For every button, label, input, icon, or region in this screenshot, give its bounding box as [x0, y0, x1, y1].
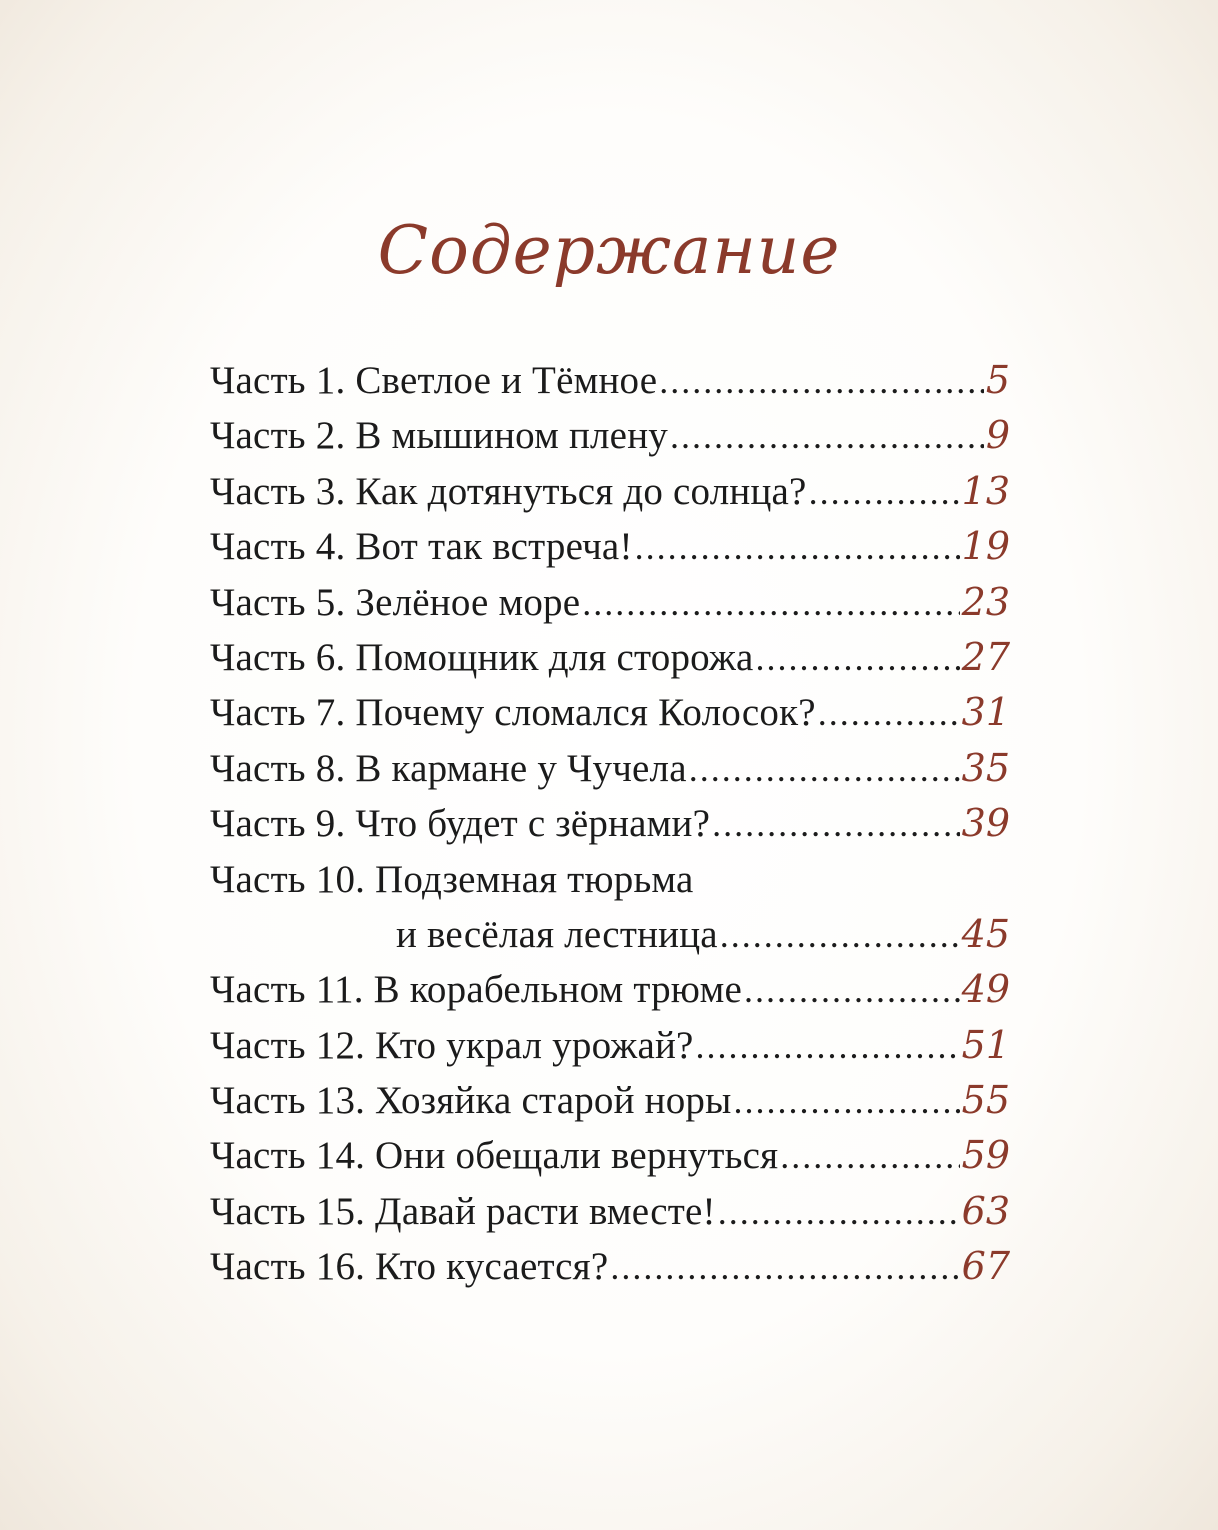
toc-entry-page: 49 [961, 967, 1010, 1012]
toc-entry-8[interactable] [210, 746, 1010, 801]
toc-entry-page: 55 [961, 1078, 1010, 1123]
toc-entry-page: 31 [961, 690, 1010, 735]
toc-entry-label: Часть 7. Почему сломался Колосок? [210, 691, 816, 735]
toc-entry-page: 51 [961, 1022, 1010, 1067]
toc-entry-9[interactable] [210, 801, 1010, 856]
toc-entry-label: Часть 6. Помощник для сторожа [210, 635, 754, 679]
toc-entry-6[interactable] [210, 635, 1010, 690]
toc-entry-page: 27 [961, 634, 1010, 679]
toc-entry-page: 45 [961, 911, 1010, 956]
toc-entry-page: 67 [961, 1244, 1010, 1289]
toc-entry-label: Часть 9. Что будет с зёрнами? [210, 802, 711, 846]
toc-leader-dots [718, 1191, 960, 1233]
toc-entry-16[interactable] [210, 1244, 1010, 1299]
toc-leader-dots [780, 1135, 959, 1177]
toc-leader-dots [659, 360, 984, 402]
toc-entry-3[interactable] [210, 469, 1010, 524]
toc-entry-label: Часть 13. Хозяйка старой норы [210, 1079, 732, 1123]
toc-entry-label: Часть 11. В корабельном трюме [210, 968, 743, 1012]
toc-entry-2[interactable] [210, 413, 1010, 468]
toc-entry-page: 59 [961, 1133, 1010, 1178]
toc-entry-page: 35 [961, 745, 1010, 790]
toc-entry-4[interactable] [210, 524, 1010, 579]
toc-entry-label: Часть 16. Кто кусается? [210, 1245, 609, 1289]
toc-entry-page: 13 [961, 468, 1010, 513]
toc-entry-15[interactable] [210, 1189, 1010, 1244]
toc-entry-10[interactable] [210, 857, 1010, 912]
toc-entry-label-continuation: и весёлая лестница [396, 912, 718, 956]
toc-entry-5[interactable] [210, 580, 1010, 635]
toc-entry-label: Часть 3. Как дотянуться до солнца? [210, 469, 807, 513]
toc-entry-page: 19 [961, 524, 1010, 569]
toc-entry-page: 63 [961, 1188, 1010, 1233]
toc-entry-label: Часть 2. В мышином плену [210, 414, 668, 458]
toc-entry-page: 5 [985, 358, 1010, 402]
toc-entry-label: Часть 4. Вот так встреча! [210, 525, 633, 569]
toc-entry-label: Часть 14. Они обещали вернуться [210, 1134, 779, 1178]
toc-entry-label: Часть 12. Кто украл урожай? [210, 1023, 694, 1067]
toc-entry-label: Часть 5. Зелёное море [210, 580, 581, 624]
toc-entry-10-continuation[interactable] [210, 912, 1010, 967]
toc-entry-1[interactable] [210, 358, 1010, 413]
toc-leader-dots [712, 803, 960, 845]
toc-entry-11[interactable] [210, 967, 1010, 1022]
page-title: Содержание [377, 212, 841, 289]
toc-leader-dots [696, 1025, 960, 1067]
toc-entry-label: Часть 15. Давай расти вместе! [210, 1189, 716, 1233]
toc-entry-14[interactable] [210, 1133, 1010, 1188]
toc-entry-7[interactable] [210, 690, 1010, 745]
toc-entry-page: 39 [961, 801, 1010, 846]
toc-leader-dots [744, 969, 960, 1011]
toc-leader-dots [582, 582, 959, 624]
toc-leader-dots [635, 526, 960, 568]
toc-entry-label: Часть 1. Светлое и Тёмное [210, 359, 658, 402]
table-of-contents [210, 358, 1010, 1300]
toc-entry-label: Часть 8. В кармане у Чучела [210, 746, 687, 790]
toc-leader-dots [689, 748, 960, 790]
toc-entry-page: 9 [985, 413, 1010, 458]
toc-leader-dots [818, 692, 960, 734]
toc-leader-dots [734, 1080, 960, 1122]
toc-leader-dots [610, 1246, 959, 1288]
toc-leader-dots [756, 637, 960, 679]
toc-entry-13[interactable] [210, 1078, 1010, 1133]
toc-leader-dots [809, 471, 960, 513]
toc-leader-dots [670, 415, 984, 457]
toc-entry-page: 23 [961, 579, 1010, 624]
toc-entry-label: Часть 10. Подземная тюрьма [210, 857, 694, 901]
toc-entry-12[interactable] [210, 1023, 1010, 1078]
toc-leader-dots [720, 914, 960, 956]
